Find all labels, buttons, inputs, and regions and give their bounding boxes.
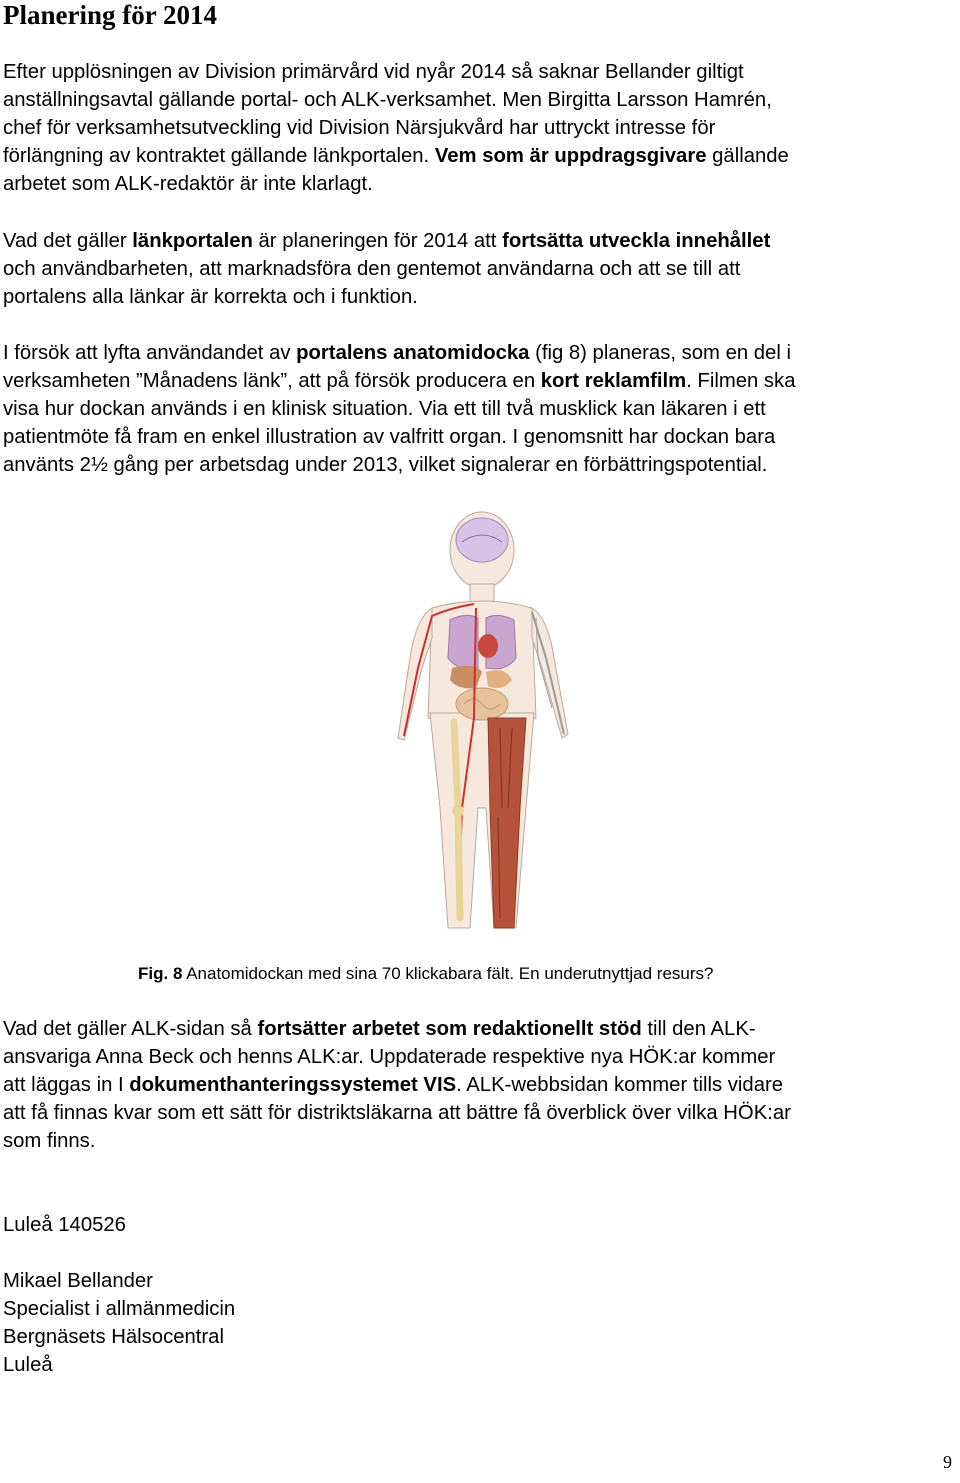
signer-city: Luleå xyxy=(3,1354,53,1376)
paragraph-alk: Vad det gäller ALK-sidan så fortsätter arbetet som redaktionellt stöd till den ALK- ansvariga Anna Beck och henns ALK:ar. Uppdaterade respektive nya HÖK:ar kommer att läggas in I dokumenthanteringssystemet VIS. ALK-webbsidan kommer tills vidare att få finnas kvar som ett sätt för distriktsläkarna att bättre få överblick över vilka HÖK:ar som finns. xyxy=(3,1018,791,1152)
paragraph-linkportal: Vad det gäller länkportalen är planeringen för 2014 att fortsätta utveckla innehållet och användbarheten, att marknadsföra den gentemot användarna och att se till att portalens alla länkar är korrekta och i funktion. xyxy=(3,230,771,308)
paragraph-anatomy-doll: I försök att lyfta användandet av portalens anatomidocka (fig 8) planeras, som en del i verksamheten ”Månadens länk”, att på försök producera en kort reklamfilm. Filmen ska visa hur dockan används i en klinisk situation. Via ett till två musklick kan läkaren i ett patientmöte få fram en enkel illustration av valfritt organ. I genomsnitt har dockan bara använts 2½ gång per arbetsdag under 2013, vilket signalerar en förbättringspotential. xyxy=(3,342,796,476)
signature-block xyxy=(3,1267,235,1379)
signer-name: Mikael Bellander xyxy=(3,1270,153,1292)
signer-role: Specialist i allmänmedicin xyxy=(3,1298,236,1320)
page-number: 9 xyxy=(943,1452,952,1472)
paragraph-contract: Efter upplösningen av Division primärvård vid nyår 2014 så saknar Bellander giltigt anställningsavtal gällande portal- och ALK-verksamhet. Men Birgitta Larsson Hamrén, chef för verksamhetsutveckling vid Division Närsjukvård har uttryckt intresse för förlängning av kontraktet gällande länkportalen. Vem som är uppdragsgivare gällande arbetet som ALK-redaktör är inte klarlagt. xyxy=(3,61,789,195)
figure-caption: Fig. 8 Anatomidockan med sina 70 klickabara fält. En underutnyttjad resurs? xyxy=(138,964,714,983)
anatomy-doll-figure xyxy=(370,508,590,948)
place-date: Luleå 140526 xyxy=(3,1214,126,1236)
page-title: Planering för 2014 xyxy=(3,0,217,30)
signer-org: Bergnäsets Hälsocentral xyxy=(3,1326,224,1348)
